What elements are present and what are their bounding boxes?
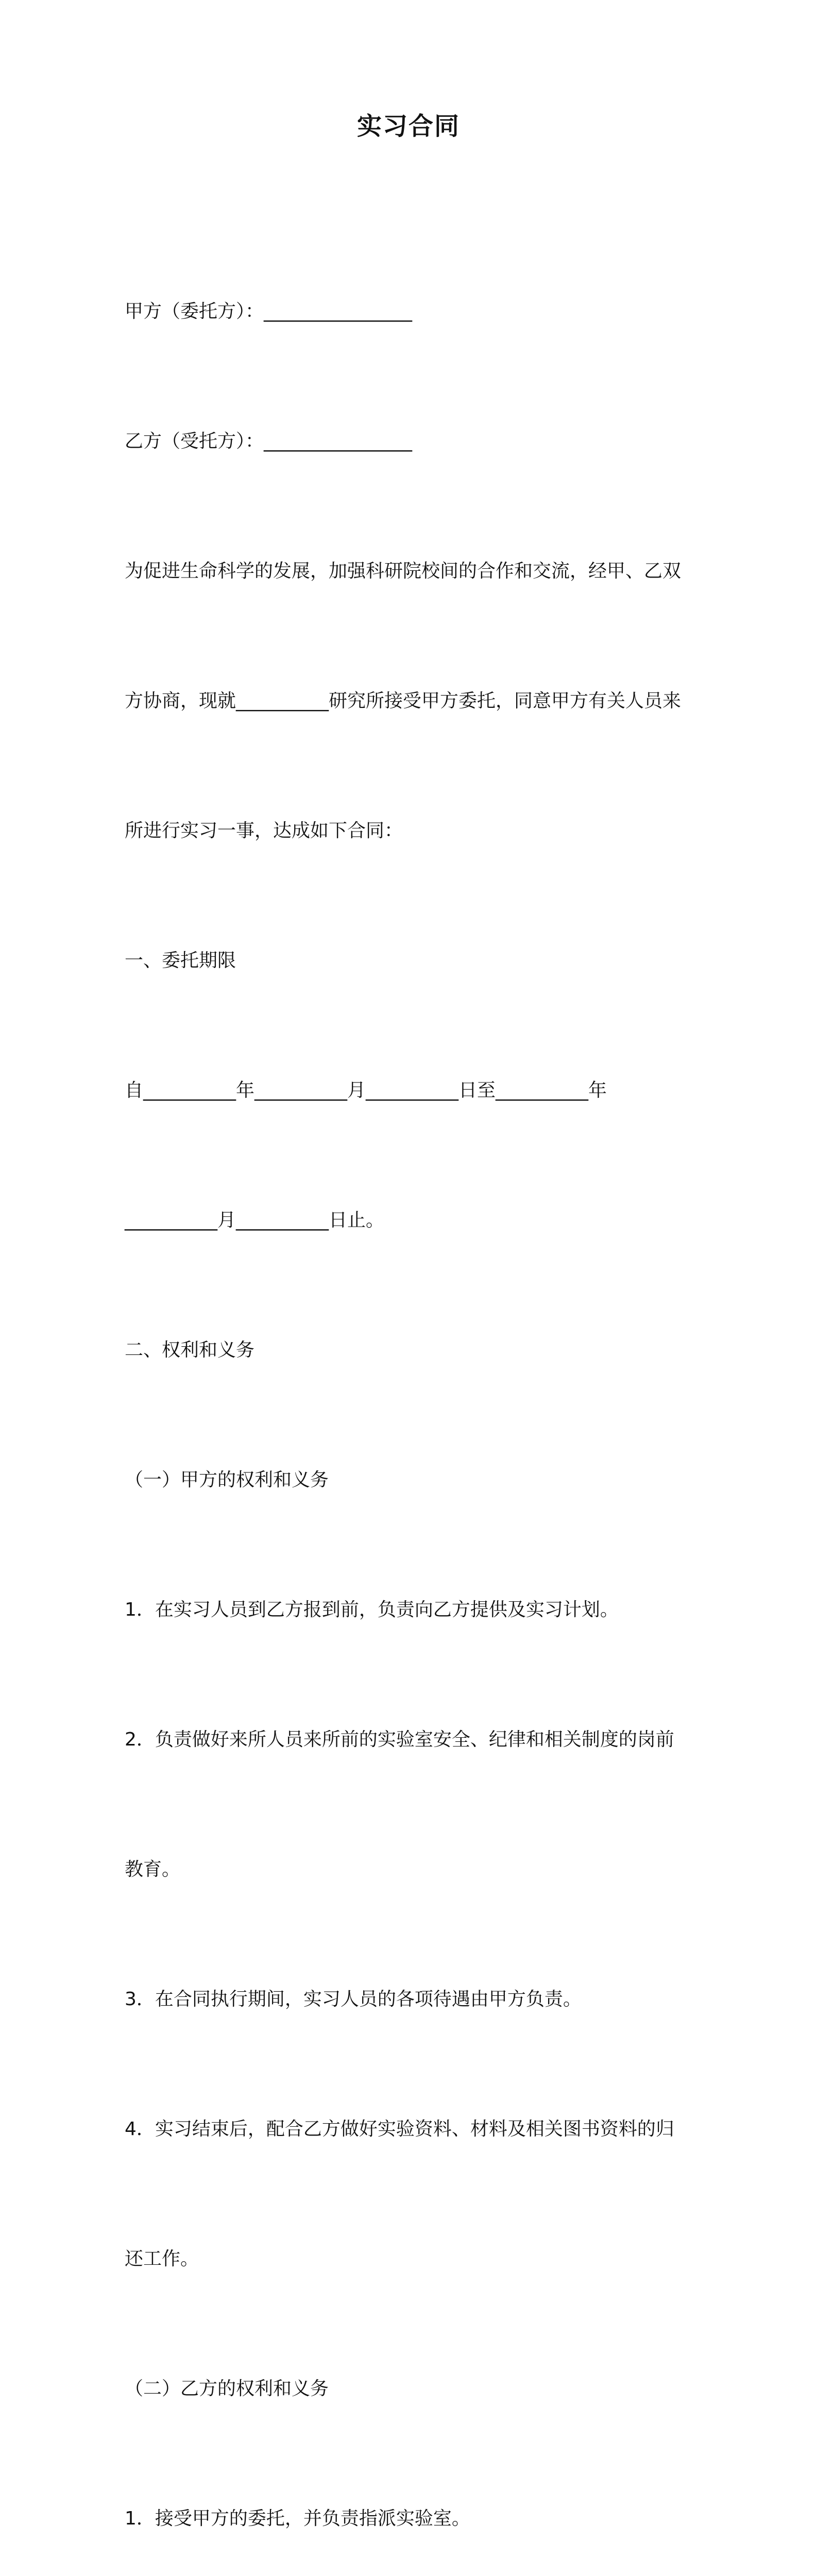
term-date-line-1: 自__________年__________月__________日至__________年 (125, 1080, 607, 1101)
subsection-heading-party-a: （一）甲方的权利和义务 (125, 1469, 329, 1490)
section-heading-rights: 二、权利和义务 (125, 1340, 255, 1361)
party-a-item-2: 2．负责做好来所人员来所前的实验室安全、纪律和相关制度的岗前 (125, 1729, 674, 1750)
party-a-item-2-cont: 教育。 (125, 1859, 181, 1880)
party-b-line: 乙方（受托方）：________________ (125, 431, 413, 452)
document-title: 实习合同 (356, 112, 460, 141)
party-b-item-1: 1．接受甲方的委托，并负责指派实验室。 (125, 2508, 470, 2529)
party-a-item-4-cont: 还工作。 (125, 2248, 199, 2269)
party-a-item-3: 3．在合同执行期间，实习人员的各项待遇由甲方负责。 (125, 1989, 582, 2010)
section-heading-term: 一、委托期限 (125, 950, 236, 971)
term-date-line-2: __________月__________日止。 (125, 1210, 385, 1231)
preamble-line-1: 为促进生命科学的发展，加强科研院校间的合作和交流，经甲、乙双 (125, 561, 682, 582)
preamble-line-2: 方协商，现就__________研究所接受甲方委托，同意甲方有关人员来 (125, 690, 682, 711)
document-body (125, 204, 702, 2576)
preamble-line-3: 所进行实习一事，达成如下合同： (125, 820, 403, 841)
party-a-item-1: 1．在实习人员到乙方报到前，负责向乙方提供及实习计划。 (125, 1599, 619, 1620)
party-a-line: 甲方（委托方）：________________ (125, 301, 413, 322)
party-a-item-4: 4．实习结束后，配合乙方做好实验资料、材料及相关图书资料的归 (125, 2119, 674, 2140)
subsection-heading-party-b: （二）乙方的权利和义务 (125, 2378, 329, 2399)
